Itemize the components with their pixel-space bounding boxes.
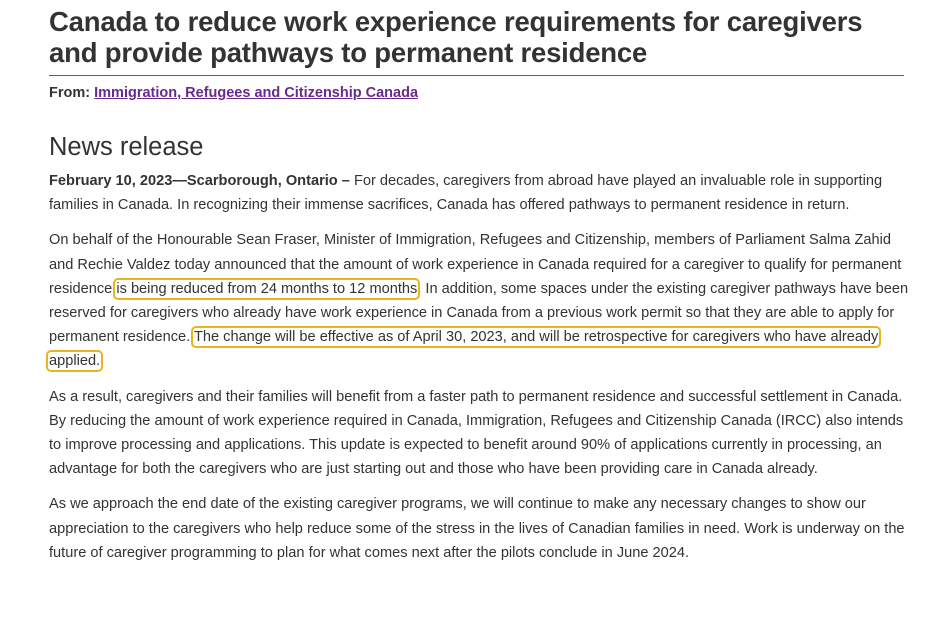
announcement-text-2: . In addition, some spaces under the existing caregiver pathways have been reserved for caregivers who already have work experience in Canada from a previous work permit so that they are able to apply for permanent residence. [49, 280, 909, 346]
paragraph-announcement [49, 228, 909, 373]
page-title: Canada to reduce work experience requirements for caregivers and provide pathways to permanent residence [49, 6, 863, 68]
from-line [49, 85, 909, 101]
announcement-text-1: On behalf of the Honourable Sean Fraser, Minister of Immigration, Refugees and Citizenship, members of Parliament Salma Zahid and Rechie Valdez today announced that the amount of work experience in Canada required for a caregiver to qualify for permanent residence [49, 232, 902, 297]
highlight-effective-date: The change will be effective as of April 30, 2023, and will be retrospective for caregivers who have already applied. [49, 329, 879, 370]
from-label: From: [49, 85, 91, 101]
highlight-reduction: is being reduced from 24 months to 12 months [116, 280, 418, 297]
paragraph-intro-text: For decades, caregivers from abroad have played an invaluable role in supporting families in Canada. In recognizing their immense sacrifices, Canada has offered pathways to permanent residence in return. [49, 173, 883, 214]
paragraph-intro [49, 169, 909, 217]
paragraph-benefits: As a result, caregivers and their families will benefit from a faster path to permanent residence and successful settlement in Canada. By reducing the amount of work experience required in Canada, Immigration, Refugees and Citizenship Canada (IRCC) also intends to improve processing and applications. This update is expected to benefit around 90% of applications currently in processing, an advantage for both the caregivers who are just starting out and those who have been providing care in Canada already. [49, 388, 904, 478]
dateline: February 10, 2023—Scarborough, Ontario – [49, 173, 350, 189]
title-divider [49, 75, 904, 76]
section-heading-news-release: News release [49, 133, 204, 161]
paragraph-future: As we approach the end date of the existing caregiver programs, we will continue to make any necessary changes to show our appreciation to the caregivers who help reduce some of the stress in the lives of Canadian families in need. Work is underway on the future of caregiver programming to plan for what comes next after the pilots conclude in June 2024. [49, 496, 905, 561]
news-article [49, 6, 909, 565]
department-link[interactable]: Immigration, Refugees and Citizenship Canada [94, 85, 419, 101]
